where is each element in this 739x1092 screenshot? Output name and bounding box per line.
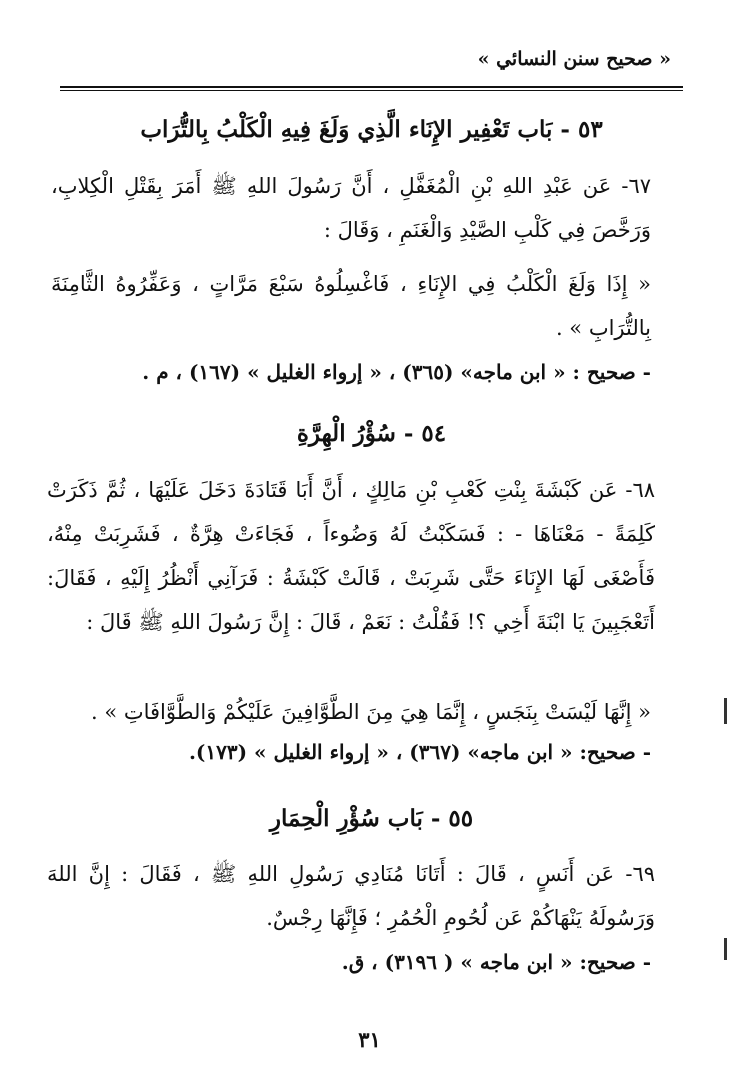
hadith-text-68: « إِنَّهَا لَيْسَتْ بِنَجَسٍ ، إِنَّمَا هِيَ مِنَ الطَّوَّافِينَ عَلَيْكُمْ وَالطَّوَّافَاتِ » . [90, 700, 651, 724]
hadith-narration-68: ٦٨- عَن كَبْشَةَ بِنْتِ كَعْبِ بْنِ مَالِكٍ ، أَنَّ أَبَا قَتَادَةَ دَخَلَ عَلَيْهَا ، ثُمَّ ذَكَرَتْ كَلِمَةً - مَعْنَاهَا - : فَسَكَبْتُ لَهُ وَضُوءاً ، فَجَاءَتْ هِرَّةٌ ، فَشَرِبَتْ مِنْهُ، فَأَصْغَى لَهَا الإِنَاءَ حَتَّى شَرِبَتْ ، قَالَتْ كَبْشَةُ : فَرَآنِي أَنْظُرُ إِلَيْهِ ، فَقَالَ: أَتَعْجَبِينَ يَا ابْنَةَ أَخِي ؟! فَقُلْتُ : نَعَمْ ، قَالَ : إِنَّ رَسُولَ اللهِ ﷺ قَالَ : [47, 478, 655, 634]
running-head: « صحيح سنن النسائي » [477, 48, 671, 70]
hadith-text-67: « إِذَا وَلَغَ الْكَلْبُ فِي الإِنَاءِ ، فَاغْسِلُوهُ سَبْعَ مَرَّاتٍ ، وَعَفِّرُوهُ الثَّامِنَةَ بِالتُّرَابِ » . [51, 272, 651, 340]
header-rule [60, 86, 683, 91]
hadith-narration-69: ٦٩- عَن أَنَسٍ ، قَالَ : أَتَانَا مُنَادِي رَسُولِ اللهِ ﷺ ، فَقَالَ : إِنَّ اللهَ وَرَسُولَهُ يَنْهَاكُمْ عَن لُحُومِ الْحُمُرِ ؛ فَإِنَّهَا رِجْسٌ. [47, 862, 655, 930]
hadith-grading-67: - صحيح : « ابن ماجه» (٣٦٥) ، « إرواء الغليل » (١٦٧) ، م . [142, 360, 651, 384]
scan-edge-mark [724, 938, 727, 960]
chapter-heading-55: ٥٥ - بَاب سُؤْرِ الْحِمَارِ [269, 805, 474, 832]
scan-edge-mark [724, 698, 727, 724]
hadith-narration-67: ٦٧- عَن عَبْدِ اللهِ بْنِ الْمُغَفَّلِ ، أَنَّ رَسُولَ اللهِ ﷺ أَمَرَ بِقَتْلِ الْكِلابِ، وَرَخَّصَ فِي كَلْبِ الصَّيْدِ وَالْغَنَمِ ، وَقَالَ : [51, 174, 651, 242]
page-number: ٣١ [358, 1027, 381, 1052]
hadith-grading-68: - صحيح: « ابن ماجه» (٣٦٧) ، « إرواء الغليل » (١٧٣). [188, 740, 651, 764]
chapter-heading-53: ٥٣ - بَاب تَعْفِير الإِنَاء الَّذِي وَلَغَ فِيهِ الْكَلْبُ بِالتُّرَاب [140, 116, 603, 143]
chapter-heading-54: ٥٤ - سُؤْرُ الْهِرَّةِ [296, 420, 447, 447]
hadith-grading-69: - صحيح: « ابن ماجه » ( ٣١٩٦) ، ق. [341, 950, 651, 974]
